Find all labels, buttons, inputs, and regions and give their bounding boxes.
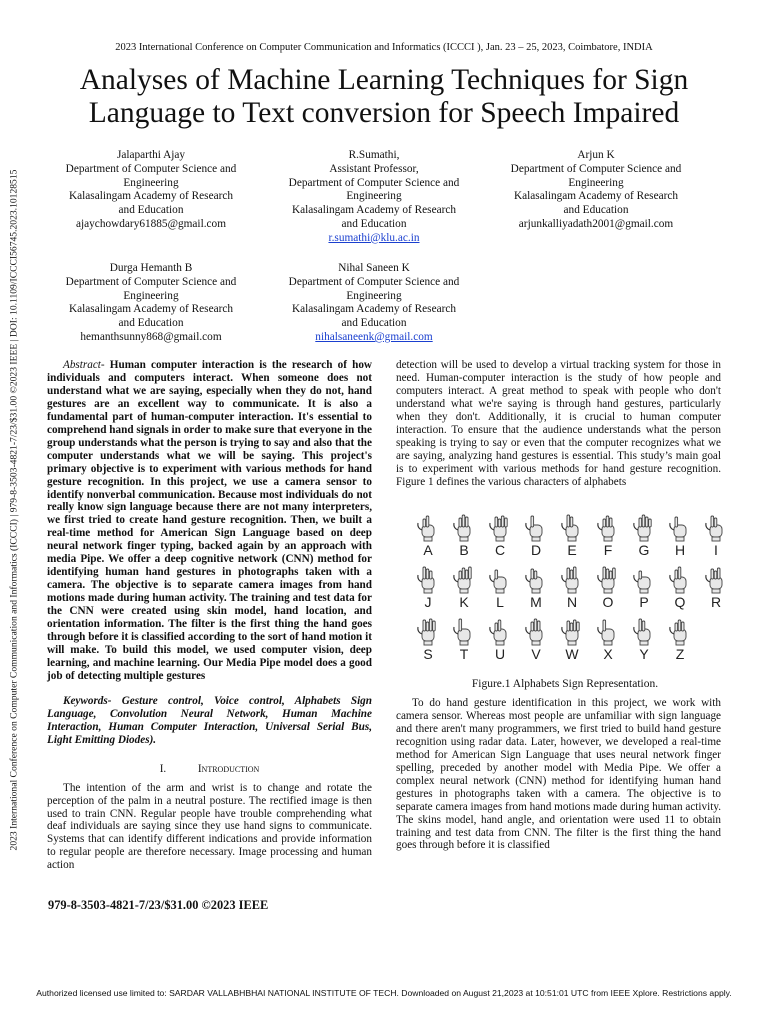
sign-letter-label: V: [531, 646, 541, 662]
hand-sign-icon: [670, 567, 686, 593]
sign-letter-label: Y: [639, 646, 649, 662]
right-column-bottom: [396, 697, 721, 852]
right-paragraph-2: To do hand gesture identification in this project, we work with camera sensor. Whereas most people are unfamiliar with sign language and there aren't many programmers, we first tried to build hand gesture recognition using radar data. Later, however, we developed a real-time method for American Sign Language that uses neural network finger spelling, preceded by another model with Media Pipe. We offer a complex neural network (CNN) method for identifying human hand gestures in photographs taken with a camera. The objective is to separate camera images from hand motions made during human activity. The skins model, hand angle, and orientation were used 11 to obtain training and test data from CNN. The filter is the first thing the hand goes through before it is classified: [396, 697, 721, 852]
intro-paragraph: The intention of the arm and wrist is to change and rotate the perception of the palm in a neutral posture. The rectified image is then used to train CNN. Regular people have trouble comprehending what deaf individuals are saying since they use hand signs to communicate. Systems that can identify different indications and provide information to regular people are therefore necessary. Image processing and human action: [47, 781, 372, 872]
right-column-top: [396, 359, 721, 489]
author-name: Durga Hemanth B: [109, 262, 193, 274]
author-block-3: [491, 149, 701, 232]
author-affiliation: Kalasalingam Academy of Research: [68, 303, 234, 316]
author-affiliation: and Education: [341, 217, 407, 230]
sign-letter-label: T: [459, 646, 469, 662]
hand-sign-icon: [598, 567, 615, 593]
author-affiliation: Department of Computer Science and: [510, 162, 682, 175]
keywords-text: Gesture control, Voice control, Alphabets Sign Language, Convolution Neural Network, Human Machine Interaction, Human Computer Interaction, Universal Serial Bus, Light Emitting Diodes).: [47, 694, 372, 746]
author-email-link[interactable]: nihalsaneenk@gmail.com: [315, 330, 433, 343]
sign-letter-label: U: [494, 646, 506, 662]
sign-letter-label: Q: [674, 594, 686, 610]
author-affiliation: and Education: [341, 317, 407, 330]
hand-sign-icon: [598, 516, 614, 541]
keywords-label: Keywords-: [63, 694, 112, 707]
section-number: I.: [159, 762, 167, 775]
hand-sign-icon: [418, 516, 434, 541]
author-title: Assistant Professor,: [329, 162, 419, 175]
author-affiliation: and Education: [563, 204, 629, 217]
hand-sign-icon: [526, 516, 542, 541]
title-line-2: Language to Text conversion for Speech Impaired: [88, 97, 680, 129]
sign-letter-label: W: [565, 646, 579, 662]
sign-letter-label: G: [638, 542, 650, 558]
sign-letter-label: F: [603, 542, 613, 558]
section-title: Introduction: [197, 762, 260, 775]
author-affiliation: Department of Computer Science and: [65, 275, 237, 288]
author-email: arjunkalliyadath2001@gmail.com: [518, 217, 674, 230]
author-email-link[interactable]: r.sumathi@klu.ac.in: [328, 231, 420, 244]
alphabet-signs-image: [412, 510, 732, 662]
author-affiliation: Kalasalingam Academy of Research: [291, 303, 457, 316]
author-affiliation: Engineering: [346, 190, 402, 203]
abstract-text: Human computer interaction is the research of how individuals and computers interact. When someone does not understand what we are saying, especially when they do not, hand gestures are an excellent way to communicate. It is also a fundamental part of human-computer interaction. It's essential to comprehend hand signals in order to make sure that everyone in the group understands what the person is trying to say and also that the computer understands what we will be saying. This project's primary objective is to experiment with various methods for hand gesture recognition. In this project, we use a camera sensor to identify nonverbal communication. Because most individuals do not really know sign language because there are not many interpreters, we first tried to create hand gesture recognition. Then, we built a real-time method for American Sign Language based on deep neural network finger typing, backed again by an approach with media Pipe. We offer a deep cognitive network (CNN) method for identifying human hand gestures in photographs taken with a camera. The objective is to separate camera images from hand motions made during human activity. The training and test data for the CNN were created using skin model, hand location, and orientation information. The filter is the first thing the hand goes through before it is classified according to the sort of hand motion it will make. To build this model, we used computer vision, deep learning, and machine learning. Our Media Pipe model does a good job of detecting multiple gestures: [47, 359, 372, 682]
author-affiliation: Kalasalingam Academy of Research: [68, 190, 234, 203]
sign-letter-label: E: [567, 542, 577, 558]
paper-title: [40, 64, 728, 130]
keywords: [47, 695, 372, 747]
sign-letter-label: D: [530, 542, 542, 558]
sign-letter-label: Z: [675, 646, 685, 662]
hand-sign-icon: [670, 620, 686, 645]
author-affiliation: and Education: [118, 317, 184, 330]
figure-alphabet-signs: [412, 510, 732, 662]
author-affiliation: Kalasalingam Academy of Research: [291, 204, 457, 217]
figure-caption: Figure.1 Alphabets Sign Representation.: [471, 678, 659, 690]
side-citation: [2, 160, 26, 860]
sign-letter-label: C: [494, 542, 506, 558]
author-affiliation: Department of Computer Science and: [288, 176, 460, 189]
hand-sign-icon: [490, 620, 506, 645]
right-paragraph-1: detection will be used to develop a virtual tracking system for those in need. Human-computer interaction is the study of how people and computers interact. A great method to speak with people who don't understand what we're saying is through hand gestures, particularly when they don't. Additionally, it is crucial to human computer interaction. To ensure that the audience understands what the person speaking is trying to say or even that the computer recognizes what we are saying, analyzing hand gestures is essential. This study’s main goal is to experiment with various methods for hand gesture recognition. Figure 1 defines the various characters of alphabets: [396, 359, 721, 488]
section-heading: [47, 763, 372, 776]
hand-sign-icon: [490, 570, 506, 593]
author-block-2: [268, 149, 480, 246]
sign-letter-label: M: [530, 594, 542, 610]
abstract-label: Abstract-: [63, 359, 105, 371]
author-name: R.Sumathi,: [348, 149, 400, 161]
hand-sign-icon: [562, 620, 579, 645]
sign-letter-label: N: [566, 594, 578, 610]
author-affiliation: Engineering: [123, 176, 179, 189]
author-affiliation: Engineering: [123, 289, 179, 302]
author-name: Arjun K: [577, 149, 615, 161]
sign-letter-label: P: [639, 594, 649, 610]
sign-letter-label: H: [674, 542, 686, 558]
sign-letter-label: I: [714, 542, 718, 558]
author-affiliation: Engineering: [568, 176, 624, 189]
sign-letter-label: A: [423, 542, 433, 558]
hand-sign-icon: [490, 516, 507, 541]
sign-letter-label: O: [602, 594, 614, 610]
hand-sign-icon: [706, 568, 722, 593]
hand-sign-icon: [454, 515, 470, 541]
sign-letter-label: B: [459, 542, 469, 558]
author-affiliation: Engineering: [346, 289, 402, 302]
hand-sign-icon: [562, 567, 578, 593]
hand-sign-icon: [418, 567, 434, 593]
title-line-1: Analyses of Machine Learning Techniques for Sign: [79, 64, 689, 96]
hand-sign-icon: [526, 619, 542, 645]
sign-letter-label: R: [710, 594, 722, 610]
author-block-5: [268, 262, 480, 345]
license-footer: Authorized licensed use limited to: SARDAR VALLABHBHAI NATIONAL INSTITUTE OF TECH. Downloaded on August 21,2023 at 10:51:01 UTC from IEEE Xplore. Restrictions apply.: [36, 988, 732, 998]
author-affiliation: Department of Computer Science and: [65, 162, 237, 175]
sign-letter-label: L: [496, 594, 504, 610]
author-name: Nihal Saneen K: [338, 262, 410, 274]
left-column: [47, 359, 372, 872]
hand-sign-icon: [634, 619, 650, 645]
author-email: hemanthsunny868@gmail.com: [80, 330, 222, 343]
sign-letter-label: J: [424, 594, 432, 610]
hand-sign-icon: [634, 571, 650, 593]
hand-sign-icon: [598, 620, 614, 645]
hand-sign-icon: [454, 619, 470, 645]
hand-sign-icon: [418, 619, 435, 645]
sign-letter-label: X: [603, 646, 613, 662]
sign-letter-label: K: [459, 594, 469, 610]
author-email: ajaychowdary61885@gmail.com: [75, 217, 226, 230]
author-affiliation: Kalasalingam Academy of Research: [513, 190, 679, 203]
side-citation-text: 2023 International Conference on Computer Communication and Informatics (ICCCI) | 979-8-3503-4821-7/23/$31.00 ©2023 IEEE | DOI: 10.1109/ICCCI56745.2023.10128515: [8, 169, 20, 851]
author-name: Jalaparthi Ajay: [116, 149, 186, 161]
author-block-1: [46, 149, 256, 232]
hand-sign-icon: [634, 515, 651, 541]
abstract: [47, 359, 372, 683]
hand-sign-icon: [562, 515, 578, 541]
author-affiliation: Department of Computer Science and: [288, 275, 460, 288]
author-block-4: [46, 262, 256, 345]
isbn-line: 979-8-3503-4821-7/23/$31.00 ©2023 IEEE: [48, 898, 269, 912]
sign-letter-label: S: [423, 646, 433, 662]
hand-sign-icon: [670, 517, 686, 541]
conference-header: 2023 International Conference on Computer Communication and Informatics (ICCCI ), Jan. 23 – 25, 2023, Coimbatore, INDIA: [115, 42, 653, 53]
hand-sign-icon: [706, 516, 722, 541]
hand-sign-icon: [454, 567, 471, 593]
author-affiliation: and Education: [118, 204, 184, 217]
hand-sign-icon: [526, 569, 542, 593]
